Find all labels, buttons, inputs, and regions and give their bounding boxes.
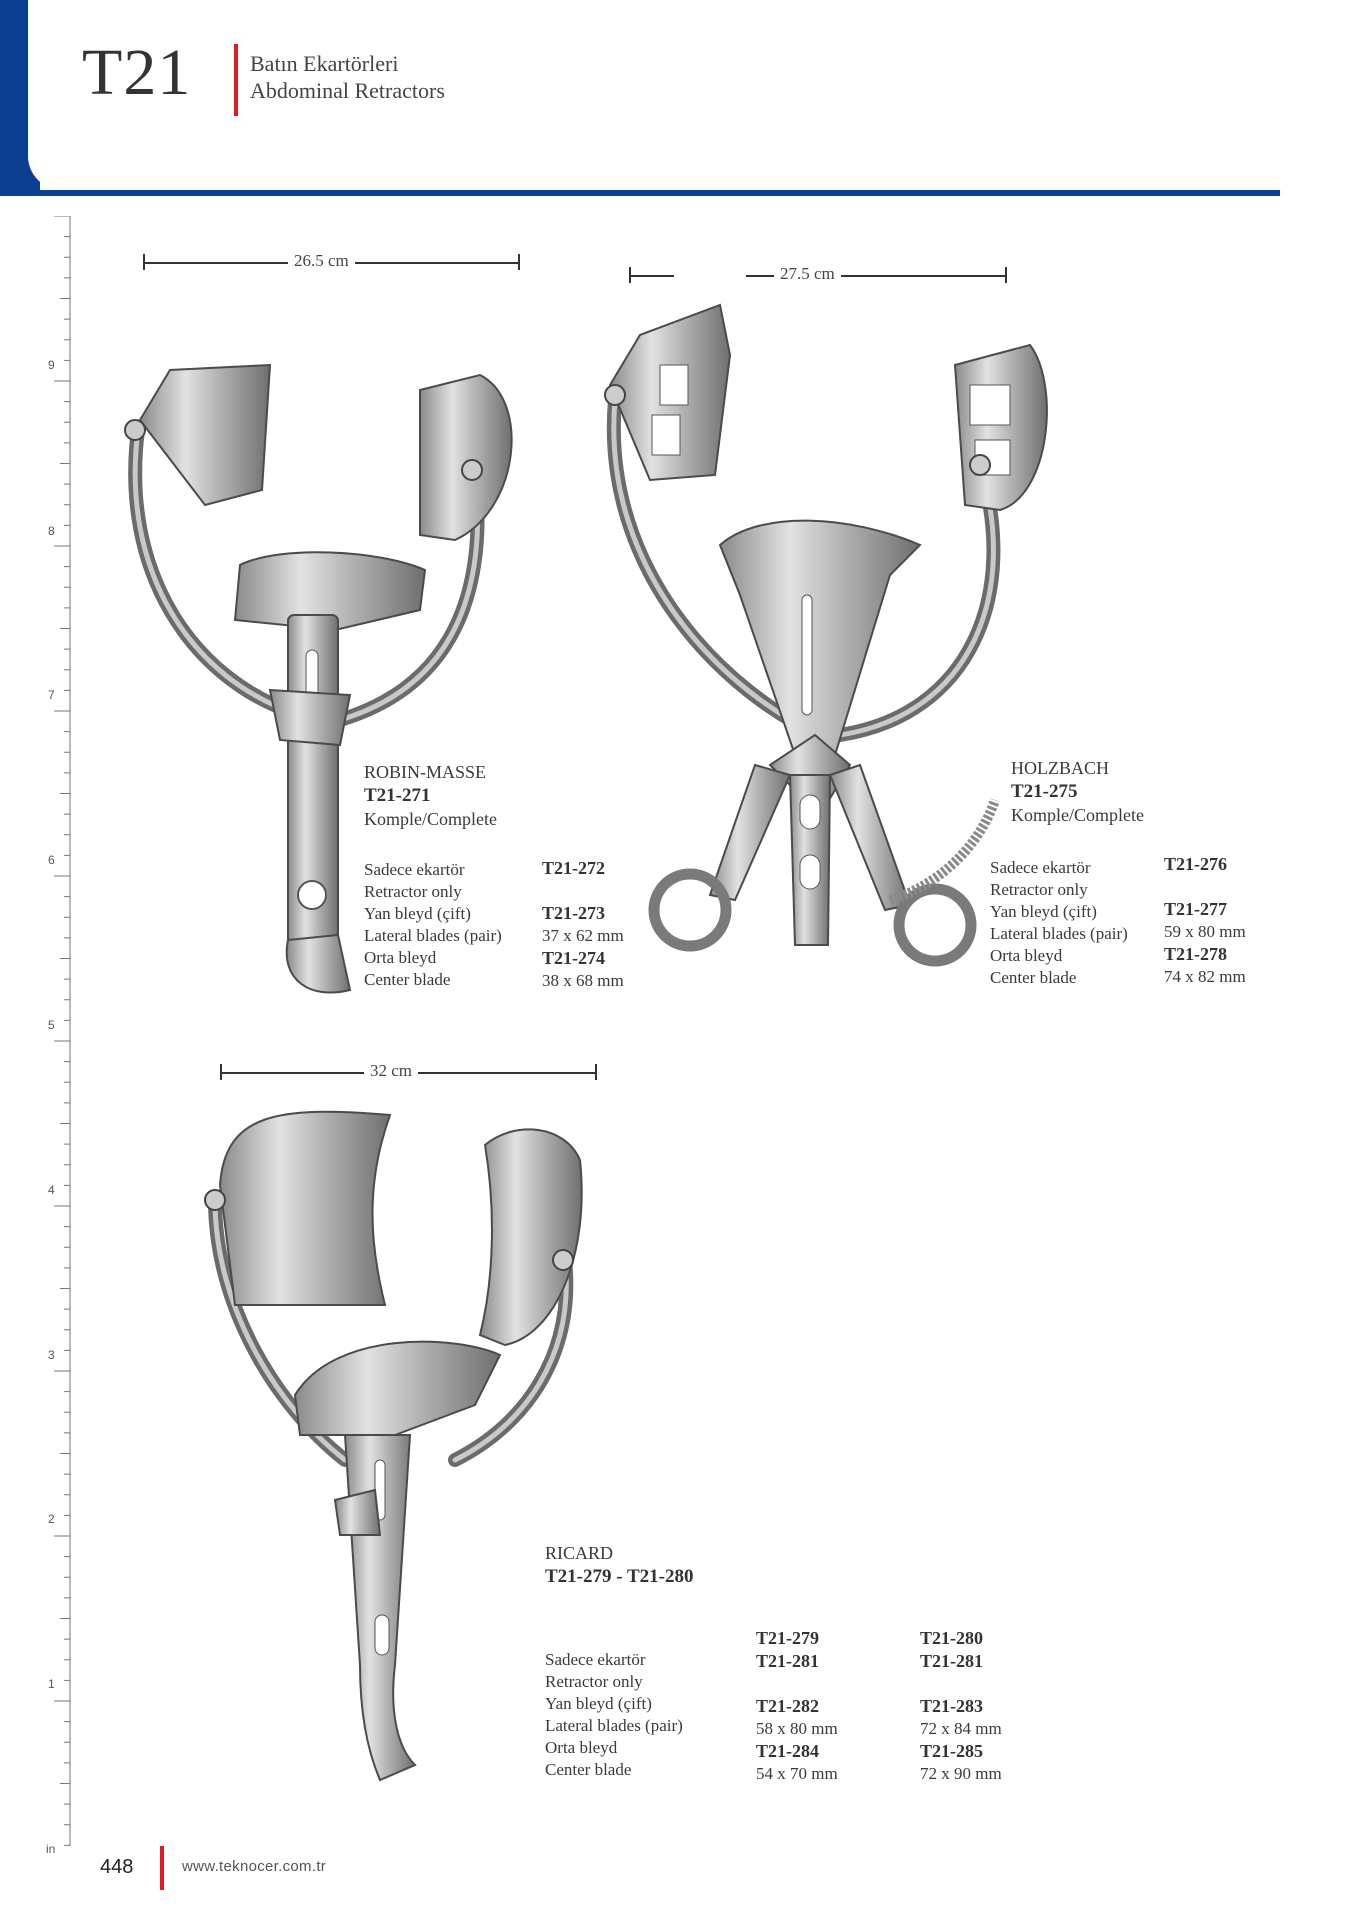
product-code: T21-279 - T21-280 xyxy=(545,1566,694,1587)
ruler-label-9: 9 xyxy=(48,358,55,372)
product-name: RICARD xyxy=(545,1543,614,1563)
spec-size: 72 x 90 mm xyxy=(920,1764,1002,1783)
header-panel xyxy=(28,0,1357,190)
spec-label-en: Lateral blades (pair) xyxy=(364,926,502,945)
spec-size: 54 x 70 mm xyxy=(756,1764,838,1783)
product-code: T21-275 xyxy=(1011,781,1078,802)
spec-label-tr: Orta bleyd xyxy=(545,1738,618,1757)
spec-values xyxy=(542,857,624,992)
spec-labels xyxy=(364,859,502,991)
spec-label-en: Center blade xyxy=(545,1760,632,1779)
spec-code: T21-278 xyxy=(1164,944,1227,964)
spec-code: T21-281 xyxy=(756,1651,819,1671)
spec-label-tr: Yan bleyd (çift) xyxy=(364,904,471,923)
spec-label-en: Lateral blades (pair) xyxy=(545,1716,683,1735)
ruler-label-1: 1 xyxy=(48,1677,55,1691)
ruler-label-2: 2 xyxy=(48,1512,55,1526)
ruler-label-8: 8 xyxy=(48,524,55,538)
spec-size: 59 x 80 mm xyxy=(1164,922,1246,941)
website-link[interactable]: www.teknocer.com.tr xyxy=(182,1858,327,1875)
spec-label-tr: Sadece ekartör xyxy=(364,860,465,879)
spec-code: T21-273 xyxy=(542,903,605,923)
spec-code: T21-281 xyxy=(920,1651,983,1671)
dimension-cap-right xyxy=(518,254,520,270)
product-subtitle: Komple/Complete xyxy=(1011,805,1144,825)
spec-label-en: Lateral blades (pair) xyxy=(990,924,1128,943)
spec-size: 72 x 84 mm xyxy=(920,1719,1002,1738)
spec-code: T21-283 xyxy=(920,1696,983,1716)
dimension-line xyxy=(629,275,674,277)
header-red-divider xyxy=(234,44,238,116)
spec-size: 58 x 80 mm xyxy=(756,1719,838,1738)
spec-label-en: Retractor only xyxy=(990,880,1088,899)
spec-label-en: Retractor only xyxy=(364,882,462,901)
spec-code: T21-284 xyxy=(756,1741,819,1761)
page-number: 448 xyxy=(100,1856,134,1878)
product-name: HOLZBACH xyxy=(1011,758,1109,778)
spec-code: T21-276 xyxy=(1164,854,1227,874)
spec-code: T21-282 xyxy=(756,1696,819,1716)
spec-label-tr: Orta bleyd xyxy=(364,948,437,967)
spec-code: T21-274 xyxy=(542,948,605,968)
product-code: T21-271 xyxy=(364,785,431,806)
ruler-label-5: 5 xyxy=(48,1018,55,1032)
ruler-label-7: 7 xyxy=(48,688,55,702)
spec-label-en: Retractor only xyxy=(545,1672,643,1691)
spec-values-col1 xyxy=(756,1627,838,1785)
spec-size: 37 x 62 mm xyxy=(542,926,624,945)
header-rule xyxy=(0,190,1280,196)
dimension-label: 26.5 cm xyxy=(288,251,355,271)
dimension-label: 32 cm xyxy=(364,1061,418,1081)
dimension-cap-right xyxy=(1005,267,1007,283)
spec-code: T21-279 xyxy=(756,1628,819,1648)
section-code: T21 xyxy=(82,36,192,109)
spec-code: T21-285 xyxy=(920,1741,983,1761)
spec-labels xyxy=(545,1649,683,1781)
spec-code: T21-277 xyxy=(1164,899,1227,919)
dimension-label: 27.5 cm xyxy=(774,264,841,284)
footer-red-divider xyxy=(160,1846,164,1890)
spec-label-en: Center blade xyxy=(990,968,1077,987)
spec-label-tr: Sadece ekartör xyxy=(990,858,1091,877)
spec-label-tr: Yan bleyd (çift) xyxy=(545,1694,652,1713)
spec-label-tr: Sadece ekartör xyxy=(545,1650,646,1669)
spec-label-en: Center blade xyxy=(364,970,451,989)
product-subtitle: Komple/Complete xyxy=(364,809,497,829)
section-title-en: Abdominal Retractors xyxy=(250,78,445,103)
ruler-ticks xyxy=(40,216,76,1846)
inch-ruler xyxy=(40,216,76,1846)
ruler-label-4: 4 xyxy=(48,1183,55,1197)
spec-label-tr: Orta bleyd xyxy=(990,946,1063,965)
spec-values xyxy=(1164,853,1246,988)
spec-size: 74 x 82 mm xyxy=(1164,967,1246,986)
dimension-cap-right xyxy=(595,1064,597,1080)
product-name: ROBIN-MASSE xyxy=(364,762,487,782)
section-title xyxy=(250,50,445,104)
spec-values-col2 xyxy=(920,1627,1002,1785)
ruler-label-6: 6 xyxy=(48,853,55,867)
spec-size: 38 x 68 mm xyxy=(542,971,624,990)
spec-code: T21-272 xyxy=(542,858,605,878)
section-title-tr: Batın Ekartörleri xyxy=(250,51,399,76)
ruler-unit: in xyxy=(46,1842,56,1856)
ruler-label-3: 3 xyxy=(48,1348,55,1362)
spec-label-tr: Yan bleyd (çift) xyxy=(990,902,1097,921)
spec-code: T21-280 xyxy=(920,1628,983,1648)
spec-labels xyxy=(990,857,1128,989)
